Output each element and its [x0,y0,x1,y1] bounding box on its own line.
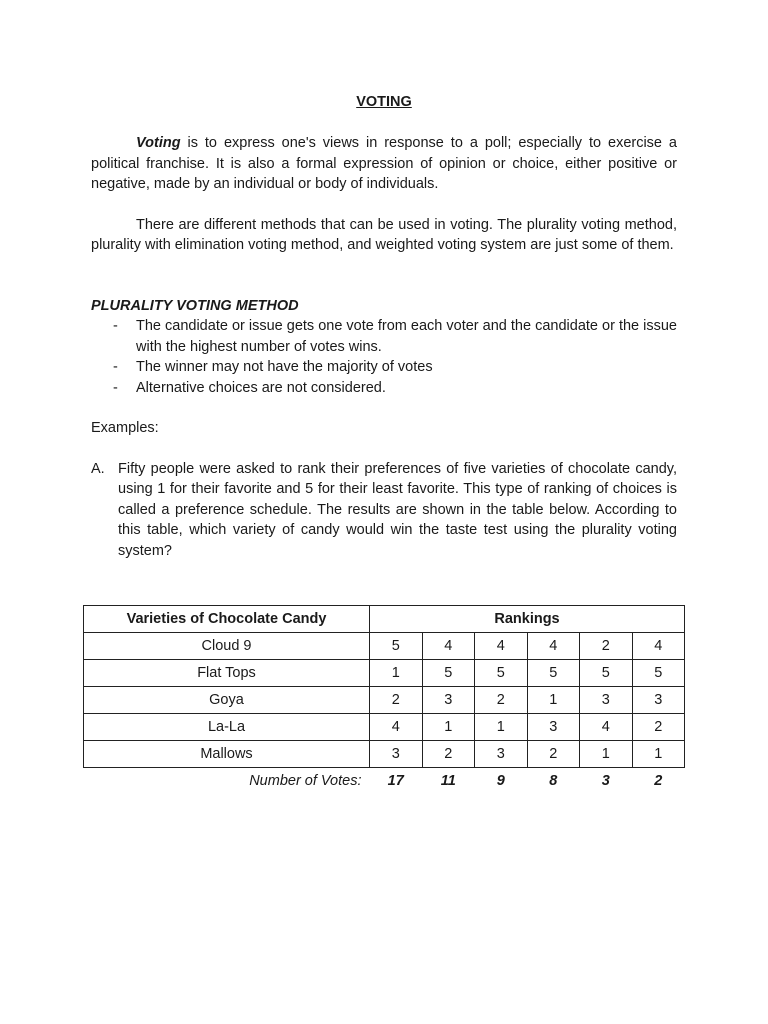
rank-cell: 5 [422,660,475,687]
rank-cell: 1 [632,741,685,768]
rank-cell: 1 [580,741,633,768]
table-row [84,714,685,741]
example-a [91,459,677,562]
rank-cell: 5 [527,660,580,687]
vote-count: 2 [654,773,663,789]
votes-row [84,768,685,795]
candy-name: Mallows [84,741,370,768]
candy-name: La-La [84,714,370,741]
rank-cell: 4 [632,633,685,660]
table-row [84,741,685,768]
rank-cell: 4 [370,714,423,741]
rank-cell: 5 [580,660,633,687]
votes-label: Number of Votes: [249,773,362,789]
page-title: VOTING [356,94,412,110]
rank-cell: 3 [632,687,685,714]
rank-cell: 3 [527,714,580,741]
list-item: - Alternative choices are not considered. [113,379,386,396]
rank-cell: 5 [370,633,423,660]
rank-cell: 4 [475,633,528,660]
rank-cell: 3 [422,687,475,714]
rank-cell: 3 [370,741,423,768]
list-item: - The candidate or issue gets one vote from each voter and the candidate or the issue with the highest number of votes wins. [113,318,677,355]
intro-definition: is to express one's views in response to a poll; especially to exercise a political franchise. It is also a formal expression of opinion or choice, either positive or negative, made by an individual or body of individuals. [91,135,677,192]
examples-label: Examples: [91,420,159,436]
rank-cell: 3 [580,687,633,714]
vote-count: 17 [387,773,404,789]
rank-cell: 3 [475,741,528,768]
table-row [84,660,685,687]
rank-cell: 4 [527,633,580,660]
table-row [84,633,685,660]
rank-cell: 2 [580,633,633,660]
candy-name: Cloud 9 [84,633,370,660]
intro-term: Voting [136,135,181,151]
preference-table [83,605,685,794]
document-page [91,92,677,561]
example-text: Fifty people were asked to rank their preferences of five varieties of chocolate candy, using 1 for their favorite and 5 for their least favorite. This type of ranking of choices is called a preference schedule. The results are shown in the table below. According to this table, which variety of candy would win the taste test using the plurality voting system? [118,460,677,559]
rank-cell: 1 [475,714,528,741]
candy-name: Goya [84,687,370,714]
rank-cell: 5 [475,660,528,687]
plurality-heading: PLURALITY VOTING METHOD [91,297,299,314]
methods-paragraph: There are different methods that can be used in voting. The plurality voting method, plurality with elimination voting method, and weighted voting system are just some of them. [91,216,677,253]
rank-cell: 4 [580,714,633,741]
table-row [84,687,685,714]
rank-cell: 1 [370,660,423,687]
rank-cell: 2 [370,687,423,714]
rank-cell: 4 [422,633,475,660]
vote-count: 11 [440,773,456,789]
header-variety: Varieties of Chocolate Candy [84,606,370,633]
table-header-row [84,606,685,633]
plurality-bullet-list [91,316,677,398]
vote-count: 9 [496,773,505,789]
example-letter: A. [91,460,105,477]
vote-count: 3 [601,773,610,789]
rank-cell: 5 [632,660,685,687]
header-rankings: Rankings [370,606,685,633]
rank-cell: 2 [422,741,475,768]
intro-paragraph [91,133,677,195]
rank-cell: 1 [527,687,580,714]
candy-name: Flat Tops [84,660,370,687]
rank-cell: 2 [475,687,528,714]
vote-count: 8 [549,773,558,789]
rank-cell: 2 [527,741,580,768]
rank-cell: 2 [632,714,685,741]
list-item: - The winner may not have the majority of votes [113,359,433,375]
rank-cell: 1 [422,714,475,741]
